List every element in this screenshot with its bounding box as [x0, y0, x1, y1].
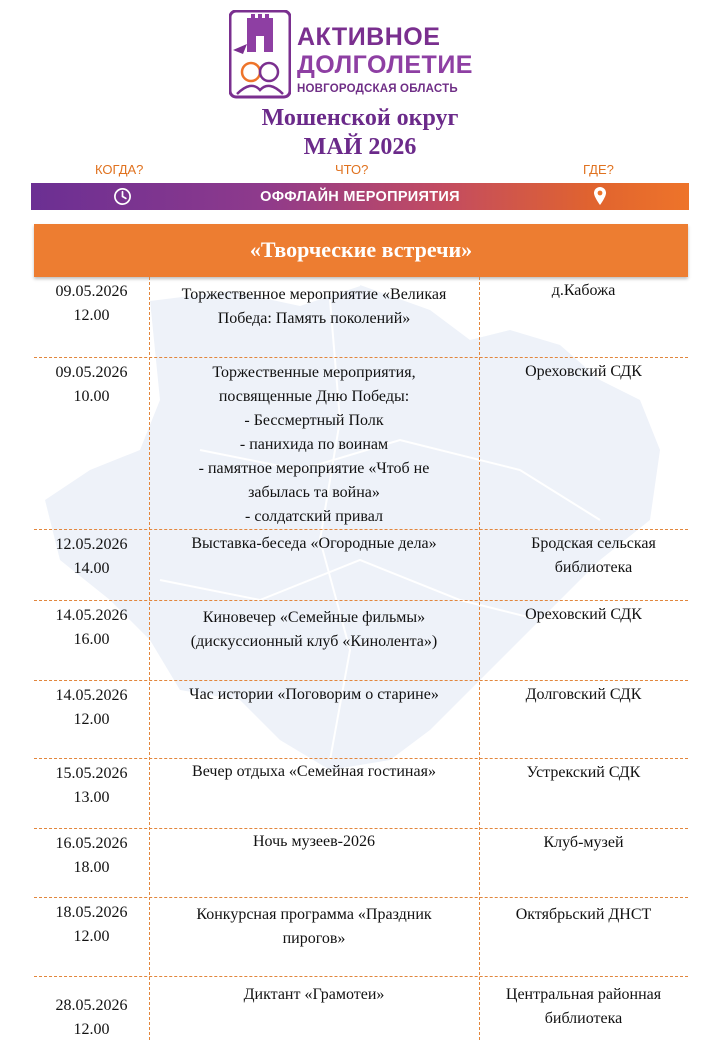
event-location-line: библиотека [554, 559, 633, 576]
event-time: 13.00 [73, 789, 110, 806]
event-date: 18.05.2026 [55, 904, 128, 921]
event-time: 16.00 [73, 631, 110, 648]
event-description-line: - памятное мероприятие «Чтоб не [198, 460, 430, 477]
event-datetime [34, 832, 149, 880]
event-location-line: Ореховский СДК [525, 606, 642, 623]
event-time: 18.00 [73, 859, 110, 876]
event-row [34, 759, 688, 829]
event-location [479, 761, 688, 785]
event-row [34, 358, 688, 530]
event-description [149, 830, 479, 854]
column-when-label: КОГДА? [95, 162, 144, 177]
logo [229, 10, 501, 102]
event-datetime [34, 994, 149, 1040]
event-datetime [34, 901, 149, 949]
event-date: 09.05.2026 [55, 283, 128, 300]
event-description [149, 361, 479, 529]
event-description-line: Торжественные мероприятия, [212, 364, 416, 381]
event-description-line: Выставка-беседа «Огородные дела» [191, 535, 437, 552]
event-time: 12.00 [73, 1021, 110, 1038]
section-header [34, 224, 688, 277]
event-location [479, 683, 688, 707]
event-description [149, 903, 479, 951]
event-location [479, 360, 688, 384]
logo-subtitle: НОВГОРОДСКАЯ ОБЛАСТЬ [297, 83, 458, 95]
event-datetime [34, 533, 149, 581]
location-pin-icon [593, 186, 607, 206]
logo-emblem-icon [229, 10, 291, 100]
event-datetime [34, 280, 149, 328]
event-location-line: Октябрьский ДНСТ [515, 906, 652, 923]
event-location-line: Устрекский СДК [526, 764, 641, 781]
event-description-line: - солдатский привал [245, 508, 383, 525]
event-row [34, 601, 688, 681]
event-time: 12.00 [73, 307, 110, 324]
event-description [149, 760, 479, 784]
event-description-line: забылась та война» [248, 484, 380, 501]
event-row [34, 829, 688, 898]
event-description-line: Торжественное мероприятие «Великая [181, 286, 447, 303]
event-description-line: (дискуссионный клуб «Кинолента») [190, 633, 438, 650]
column-what-label: ЧТО? [335, 162, 369, 177]
event-description-line: Конкурсная программа «Праздник [196, 906, 432, 923]
logo-title-line1: АКТИВНОЕ [297, 23, 441, 51]
event-description-line: пирогов» [282, 930, 346, 947]
event-description [149, 606, 479, 654]
event-datetime [34, 361, 149, 409]
event-time: 12.00 [73, 928, 110, 945]
event-datetime [34, 684, 149, 732]
event-location [479, 603, 688, 627]
offline-events-bar [31, 183, 689, 210]
event-date: 09.05.2026 [55, 364, 128, 381]
event-description-line: Час истории «Поговорим о старине» [189, 686, 439, 703]
event-row [34, 898, 688, 977]
event-date: 16.05.2026 [55, 835, 128, 852]
column-divider [479, 277, 480, 1040]
event-location [489, 532, 698, 580]
event-description-line: Победа: Память поколений» [217, 310, 411, 327]
column-divider [149, 277, 150, 1040]
event-location-line: библиотека [544, 1010, 623, 1027]
event-location-line: Долговский СДК [525, 686, 642, 703]
month-title: МАЙ 2026 [303, 134, 417, 160]
event-description-line: - панихида по воинам [239, 436, 389, 453]
event-description-line: Ночь музеев-2026 [252, 833, 375, 850]
event-location [479, 831, 688, 855]
logo-title-line2: ДОЛГОЛЕТИЕ [297, 51, 473, 79]
event-location-line: д.Кабожа [551, 282, 616, 299]
event-location-line: Бродская сельская [531, 535, 656, 552]
event-time: 10.00 [73, 388, 110, 405]
event-time: 14.00 [73, 560, 110, 577]
event-description-line: посвященные Дню Победы: [218, 388, 410, 405]
event-location [479, 279, 688, 303]
event-row [34, 681, 688, 759]
section-title: «Творческие встречи» [249, 237, 473, 262]
offline-events-title: ОФФЛАЙН МЕРОПРИЯТИЯ [260, 189, 460, 205]
event-date: 12.05.2026 [55, 536, 128, 553]
event-date: 15.05.2026 [55, 765, 128, 782]
column-where-label: ГДЕ? [583, 162, 614, 177]
event-time: 12.00 [73, 711, 110, 728]
event-description-line: Диктант «Грамотеи» [243, 986, 385, 1003]
event-row [34, 530, 688, 601]
event-description [149, 983, 479, 1007]
event-description-line: Киновечер «Семейные фильмы» [202, 609, 426, 626]
event-location-line: Центральная районная [505, 986, 662, 1003]
event-date: 28.05.2026 [55, 997, 128, 1014]
event-location [479, 903, 688, 927]
event-description [149, 532, 479, 556]
event-date: 14.05.2026 [55, 607, 128, 624]
district-title: Мошенской округ [261, 105, 459, 131]
event-date: 14.05.2026 [55, 687, 128, 704]
event-row [34, 277, 688, 358]
event-location-line: Ореховский СДК [525, 363, 642, 380]
event-location [479, 983, 688, 1031]
event-datetime [34, 604, 149, 652]
event-datetime [34, 762, 149, 810]
event-description [149, 683, 479, 707]
event-description-line: - Бессмертный Полк [244, 412, 384, 429]
event-row [34, 977, 688, 1040]
event-location-line: Клуб-музей [543, 834, 624, 851]
event-description-line: Вечер отдыха «Семейная гостиная» [192, 763, 436, 780]
event-description [149, 283, 479, 331]
